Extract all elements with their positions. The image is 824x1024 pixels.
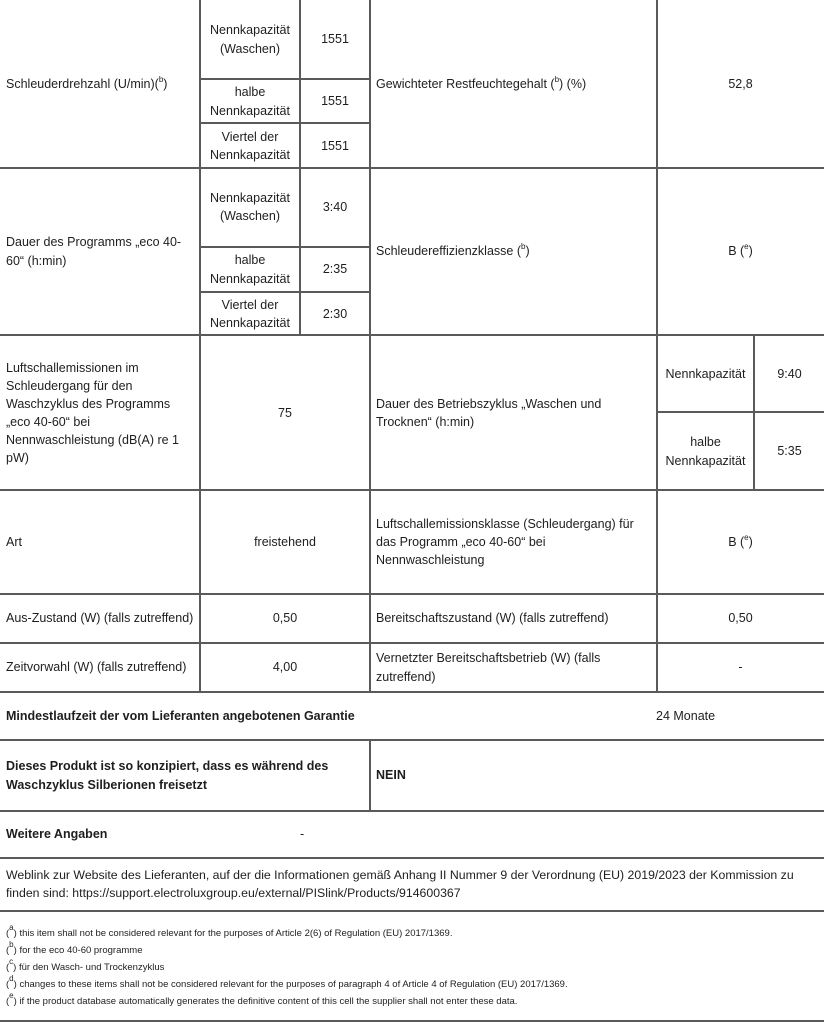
type-value: freistehend xyxy=(254,534,316,549)
residual-moisture-label: Gewichteter Restfeuchtegehalt ($^b$) (%) xyxy=(376,74,587,91)
footnote: ($^a$) this item shall not be considered relevant for the purposes of Article 2(6) of Regulation (EU) 2017/1369. xyxy=(6,923,453,939)
spin-speed-label: Schleuderdrehzahl (U/min)($^b$) xyxy=(6,74,168,91)
sub-label: halbe Nennkapazität xyxy=(665,435,746,468)
noise-value: 75 xyxy=(278,405,292,420)
noise-class-value: B ($^e$) xyxy=(728,532,753,549)
off-mode-label: Aus-Zustand (W) (falls zutreffend) xyxy=(6,611,194,626)
silver-ions-value: NEIN xyxy=(376,768,406,783)
warranty-value: 24 Monate xyxy=(656,708,716,723)
standby-label: Bereitschaftszustand (W) (falls zutreffend) xyxy=(376,611,609,626)
silver-ions-label: Dieses Produkt ist so konzipiert, dass es während des Waschzyklus Silberionen freisetzt xyxy=(6,759,329,792)
sub-label: Nennkapazität xyxy=(665,366,746,381)
sub-label: Viertel der Nennkapazität xyxy=(210,297,290,330)
noise-class-label: Luftschallemissionsklasse (Schleudergang) für das Programm „eco 40-60“ bei Nennwaschleistung xyxy=(376,516,634,568)
sub-value: 1551 xyxy=(321,32,349,47)
footnote: ($^b$) for the eco 40-60 programme xyxy=(6,940,143,956)
sub-label: halbe Nennkapazität xyxy=(210,253,290,286)
sub-value: 1551 xyxy=(321,138,349,153)
sub-value: 1551 xyxy=(321,94,349,109)
additional-info-value: - xyxy=(300,827,305,842)
networked-standby-label: Vernetzter Bereitschaftsbetrieb (W) (falls zutreffend) xyxy=(376,651,601,684)
sub-label: Viertel der Nennkapazität xyxy=(210,129,290,162)
footnote: ($^d$) changes to these items shall not be considered relevant for the purposes of paragraph 4 of Article 4 of Regulation (EU) 2017/1369. xyxy=(6,974,568,990)
standby-value: 0,50 xyxy=(728,611,753,626)
networked-standby-value: - xyxy=(738,660,743,675)
noise-label: Luftschallemissionen im Schleudergang für den Waschzyklus des Programms „eco 40-60“ bei Nennwaschleistung (dB(A) re 1 pW) xyxy=(6,360,179,466)
spin-class-value: B ($^e$) xyxy=(728,242,753,259)
program-duration-label: Dauer des Programms „eco 40-60“ (h:min) xyxy=(6,235,182,268)
delay-start-value: 4,00 xyxy=(272,660,298,675)
residual-moisture-value: 52,8 xyxy=(728,76,753,91)
off-mode-value: 0,50 xyxy=(272,611,298,626)
sub-label: Nennkapazität (Waschen) xyxy=(210,23,290,56)
sub-value: 2:30 xyxy=(322,306,348,321)
delay-start-label: Zeitvorwahl (W) (falls zutreffend) xyxy=(6,660,187,675)
divider xyxy=(0,1020,824,1022)
divider xyxy=(0,910,824,912)
warranty-label: Mindestlaufzeit der vom Lieferanten angebotenen Garantie xyxy=(6,708,355,723)
sub-label: Nennkapazität (Waschen) xyxy=(210,190,290,223)
cycle-duration-label: Dauer des Betriebszyklus „Waschen und Trocknen“ (h:min) xyxy=(376,396,602,429)
sub-value: 2:35 xyxy=(322,262,348,277)
sub-label: halbe Nennkapazität xyxy=(210,85,290,118)
additional-info-label: Weitere Angaben xyxy=(6,827,108,842)
supplier-weblink[interactable]: Weblink zur Website des Lieferanten, auf der die Informationen gemäß Anhang II Nummer 9 der Verordnung (EU) 2019/2023 der Kommission zu finden sind: https://support.electroluxgroup.eu/external/PISlink/Products/914600367 xyxy=(6,867,794,900)
sub-value: 9:40 xyxy=(777,366,802,381)
sub-value: 3:40 xyxy=(322,199,348,214)
footnote: ($^c$) für den Wasch- und Trockenzyklus xyxy=(6,957,165,973)
type-label: Art xyxy=(6,534,22,549)
footnote: ($^e$) if the product database automatically generates the definitive content of this cell the supplier shall not enter these data. xyxy=(6,991,518,1007)
sub-value: 5:35 xyxy=(777,444,802,459)
spin-class-label: Schleudereffizienzklasse ($^b$) xyxy=(376,242,530,259)
